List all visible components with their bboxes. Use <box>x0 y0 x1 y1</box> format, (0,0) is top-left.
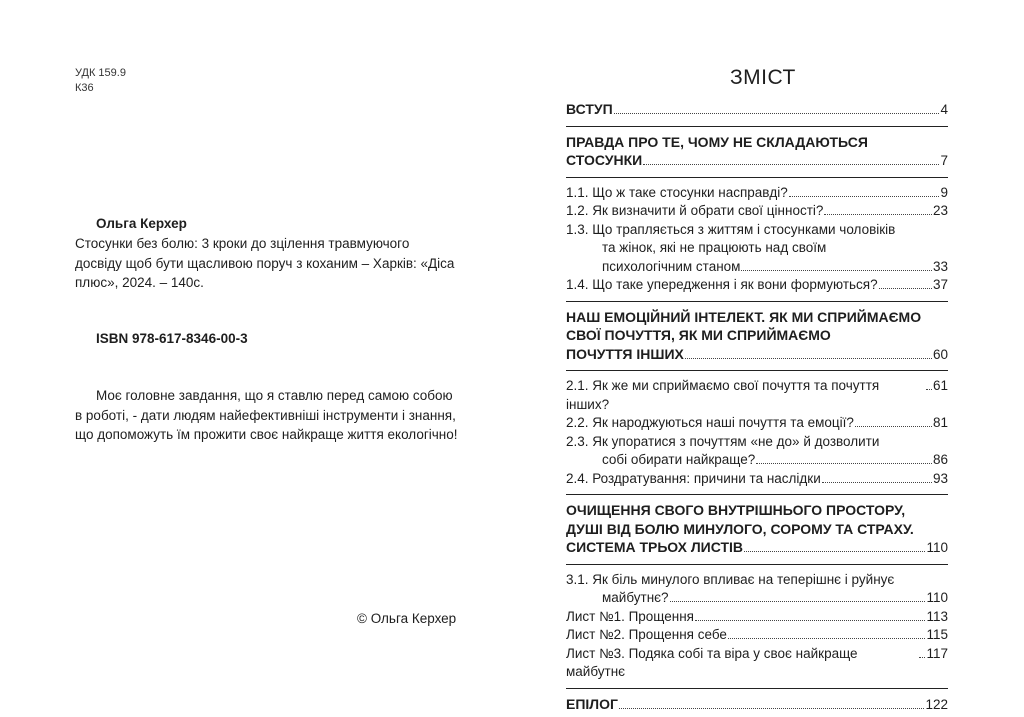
toc-page-number: 61 <box>932 378 948 393</box>
toc-leader-dots <box>695 620 925 621</box>
toc-entry-text: 2.3. Як упоратися з почуттям «не до» й дозволити <box>566 433 880 449</box>
toc-entry-text: СТОСУНКИ <box>566 152 643 168</box>
toc-page-number: 60 <box>932 346 948 362</box>
toc-entry-text: ДУШІ ВІД БОЛЮ МИНУЛОГО, СОРОМУ ТА СТРАХУ. <box>566 520 914 537</box>
toc-subsection-entry[interactable] <box>566 626 948 645</box>
toc-page-number: 113 <box>926 608 948 624</box>
toc-section-entry[interactable] <box>566 695 948 715</box>
toc-leader-dots <box>643 164 939 165</box>
toc-entry-text: 1.4. Що таке упередження і як вони формуються? <box>566 277 878 292</box>
toc-page-number: 37 <box>932 277 948 292</box>
mission-line: Моє головне завдання, що я ставлю перед самою собою <box>96 388 453 403</box>
toc-leader-dots <box>614 113 940 114</box>
toc-leader-dots <box>879 288 932 289</box>
toc-entry-text: Лист №2. Прощення себе <box>566 627 727 642</box>
toc-subsection-entry[interactable] <box>566 470 948 489</box>
toc-subsection-entry[interactable] <box>566 202 948 221</box>
toc-section-entry[interactable] <box>566 100 948 120</box>
toc-subsection-entry[interactable] <box>566 645 948 682</box>
mission-line: в роботі, - дати людям найефективніші інструменти і знання, <box>75 407 456 423</box>
toc-page-number: 122 <box>925 696 948 712</box>
author-name: Ольга Керхер <box>96 216 187 231</box>
toc-subsection-entry[interactable] <box>566 276 948 295</box>
toc-section-entry[interactable] <box>566 308 948 365</box>
toc-entry-text: Лист №1. Прощення <box>566 608 694 624</box>
toc-entry-text: 3.1. Як біль минулого впливає на теперішнє і руйнує <box>566 571 895 587</box>
toc-leader-dots <box>919 657 925 658</box>
mission-statement <box>75 386 475 445</box>
toc-entry-text: 1.2. Як визначити й обрати свої цінності? <box>566 203 824 218</box>
toc-leader-dots <box>824 214 932 215</box>
toc-leader-dots <box>822 482 932 483</box>
toc-separator <box>566 564 948 565</box>
toc-subsection-entry[interactable] <box>566 377 948 414</box>
toc-title: ЗМІСТ <box>730 66 796 89</box>
toc-section-entry[interactable] <box>566 501 948 558</box>
toc-page-number: 23 <box>932 203 948 218</box>
toc-leader-dots <box>855 426 932 427</box>
toc-page-number: 81 <box>932 415 948 430</box>
toc-entry-text: СИСТЕМА ТРЬОХ ЛИСТІВ <box>566 539 744 555</box>
toc-leader-dots <box>670 601 926 602</box>
toc-entry-text: Лист №3. Подяка собі та віра у своє найкраще майбутнє <box>566 645 858 679</box>
toc-page-number: 9 <box>940 184 948 200</box>
toc-leader-dots <box>741 270 932 271</box>
toc-page-number: 86 <box>932 452 948 467</box>
toc-page-number: 110 <box>926 590 948 605</box>
toc-leader-dots <box>789 196 940 197</box>
toc-entry-text: психологічним станом <box>602 258 741 274</box>
toc-page-number: 93 <box>932 470 948 486</box>
toc-section-entry[interactable] <box>566 133 948 171</box>
toc-entry-text: ПОЧУТТЯ ІНШИХ <box>566 345 684 362</box>
description-line: Стосунки без болю: 3 кроки до зцілення травмуючого <box>75 236 410 251</box>
toc-page-number: 4 <box>940 102 948 117</box>
toc-leader-dots <box>619 708 925 709</box>
toc-leader-dots <box>756 463 932 464</box>
toc-subsection-entry[interactable] <box>566 608 948 627</box>
description-line: плюс», 2024. – 140с. <box>75 275 204 290</box>
toc-subsection-entry[interactable] <box>566 433 948 470</box>
toc-entry-text: ЕПІЛОГ <box>566 695 618 712</box>
toc-entry-text: ОЧИЩЕННЯ СВОГО ВНУТРІШНЬОГО ПРОСТОРУ, <box>566 502 906 518</box>
toc-entry-text: ВСТУП <box>566 101 613 117</box>
toc-leader-dots <box>744 551 925 552</box>
toc-entry-text: 2.2. Як народжуються наші почуття та емоції? <box>566 415 854 430</box>
toc-separator <box>566 126 948 127</box>
toc-entry-text: 1.1. Що ж таке стосунки насправді? <box>566 184 788 200</box>
toc-separator <box>566 177 948 178</box>
toc-page-number: 110 <box>926 540 948 555</box>
toc-page-number: 117 <box>926 645 948 661</box>
toc-entry-text: 2.4. Роздратування: причини та наслідки <box>566 470 821 486</box>
toc-entry-text: майбутнє? <box>602 590 669 605</box>
toc-subsection-entry[interactable] <box>566 184 948 203</box>
copyright: © Ольга Керхер <box>357 611 457 626</box>
udk-code: УДК 159.9 <box>75 67 126 79</box>
toc-separator <box>566 370 948 371</box>
toc-page-number: 33 <box>932 258 948 274</box>
toc-separator <box>566 494 948 495</box>
toc-entry-text: 1.3. Що трапляється з життям і стосунками чоловіків <box>566 221 896 237</box>
toc-leader-dots <box>926 389 932 390</box>
toc-entry-text: СВОЇ ПОЧУТТЯ, ЯК МИ СПРИЙМАЄМО <box>566 327 831 343</box>
toc-leader-dots <box>685 358 932 359</box>
toc-entry-text: НАШ ЕМОЦІЙНИЙ ІНТЕЛЕКТ. ЯК МИ СПРИЙМАЄМО <box>566 308 922 325</box>
mission-line: що допоможуть їм прожити своє найкраще життя екологічно! <box>75 427 458 442</box>
toc-entry-text: ПРАВДА ПРО ТЕ, ЧОМУ НЕ СКЛАДАЮТЬСЯ <box>566 133 868 150</box>
toc-subsection-entry[interactable] <box>566 414 948 433</box>
toc-entry-text: 2.1. Як же ми сприймаємо свої почуття та почуття інших? <box>566 378 880 412</box>
toc-leader-dots <box>728 638 926 639</box>
toc-page-number: 115 <box>926 627 948 642</box>
toc-entry-text: собі обирати найкраще? <box>602 452 756 467</box>
toc-subsection-entry[interactable] <box>566 571 948 608</box>
book-description <box>75 234 454 293</box>
toc-subsection-entry[interactable] <box>566 221 948 277</box>
toc-separator <box>566 301 948 302</box>
toc-page-number: 7 <box>940 153 948 168</box>
description-line: досвіду щоб бути щасливою поруч з коханим – Харків: «Діса <box>75 255 455 271</box>
toc-entry-text: та жінок, які не працюють над своїм <box>602 240 827 255</box>
catalog-code: К36 <box>75 82 94 94</box>
table-of-contents <box>566 100 948 714</box>
toc-separator <box>566 688 948 689</box>
isbn: ISBN 978-617-8346-00-3 <box>96 331 248 346</box>
